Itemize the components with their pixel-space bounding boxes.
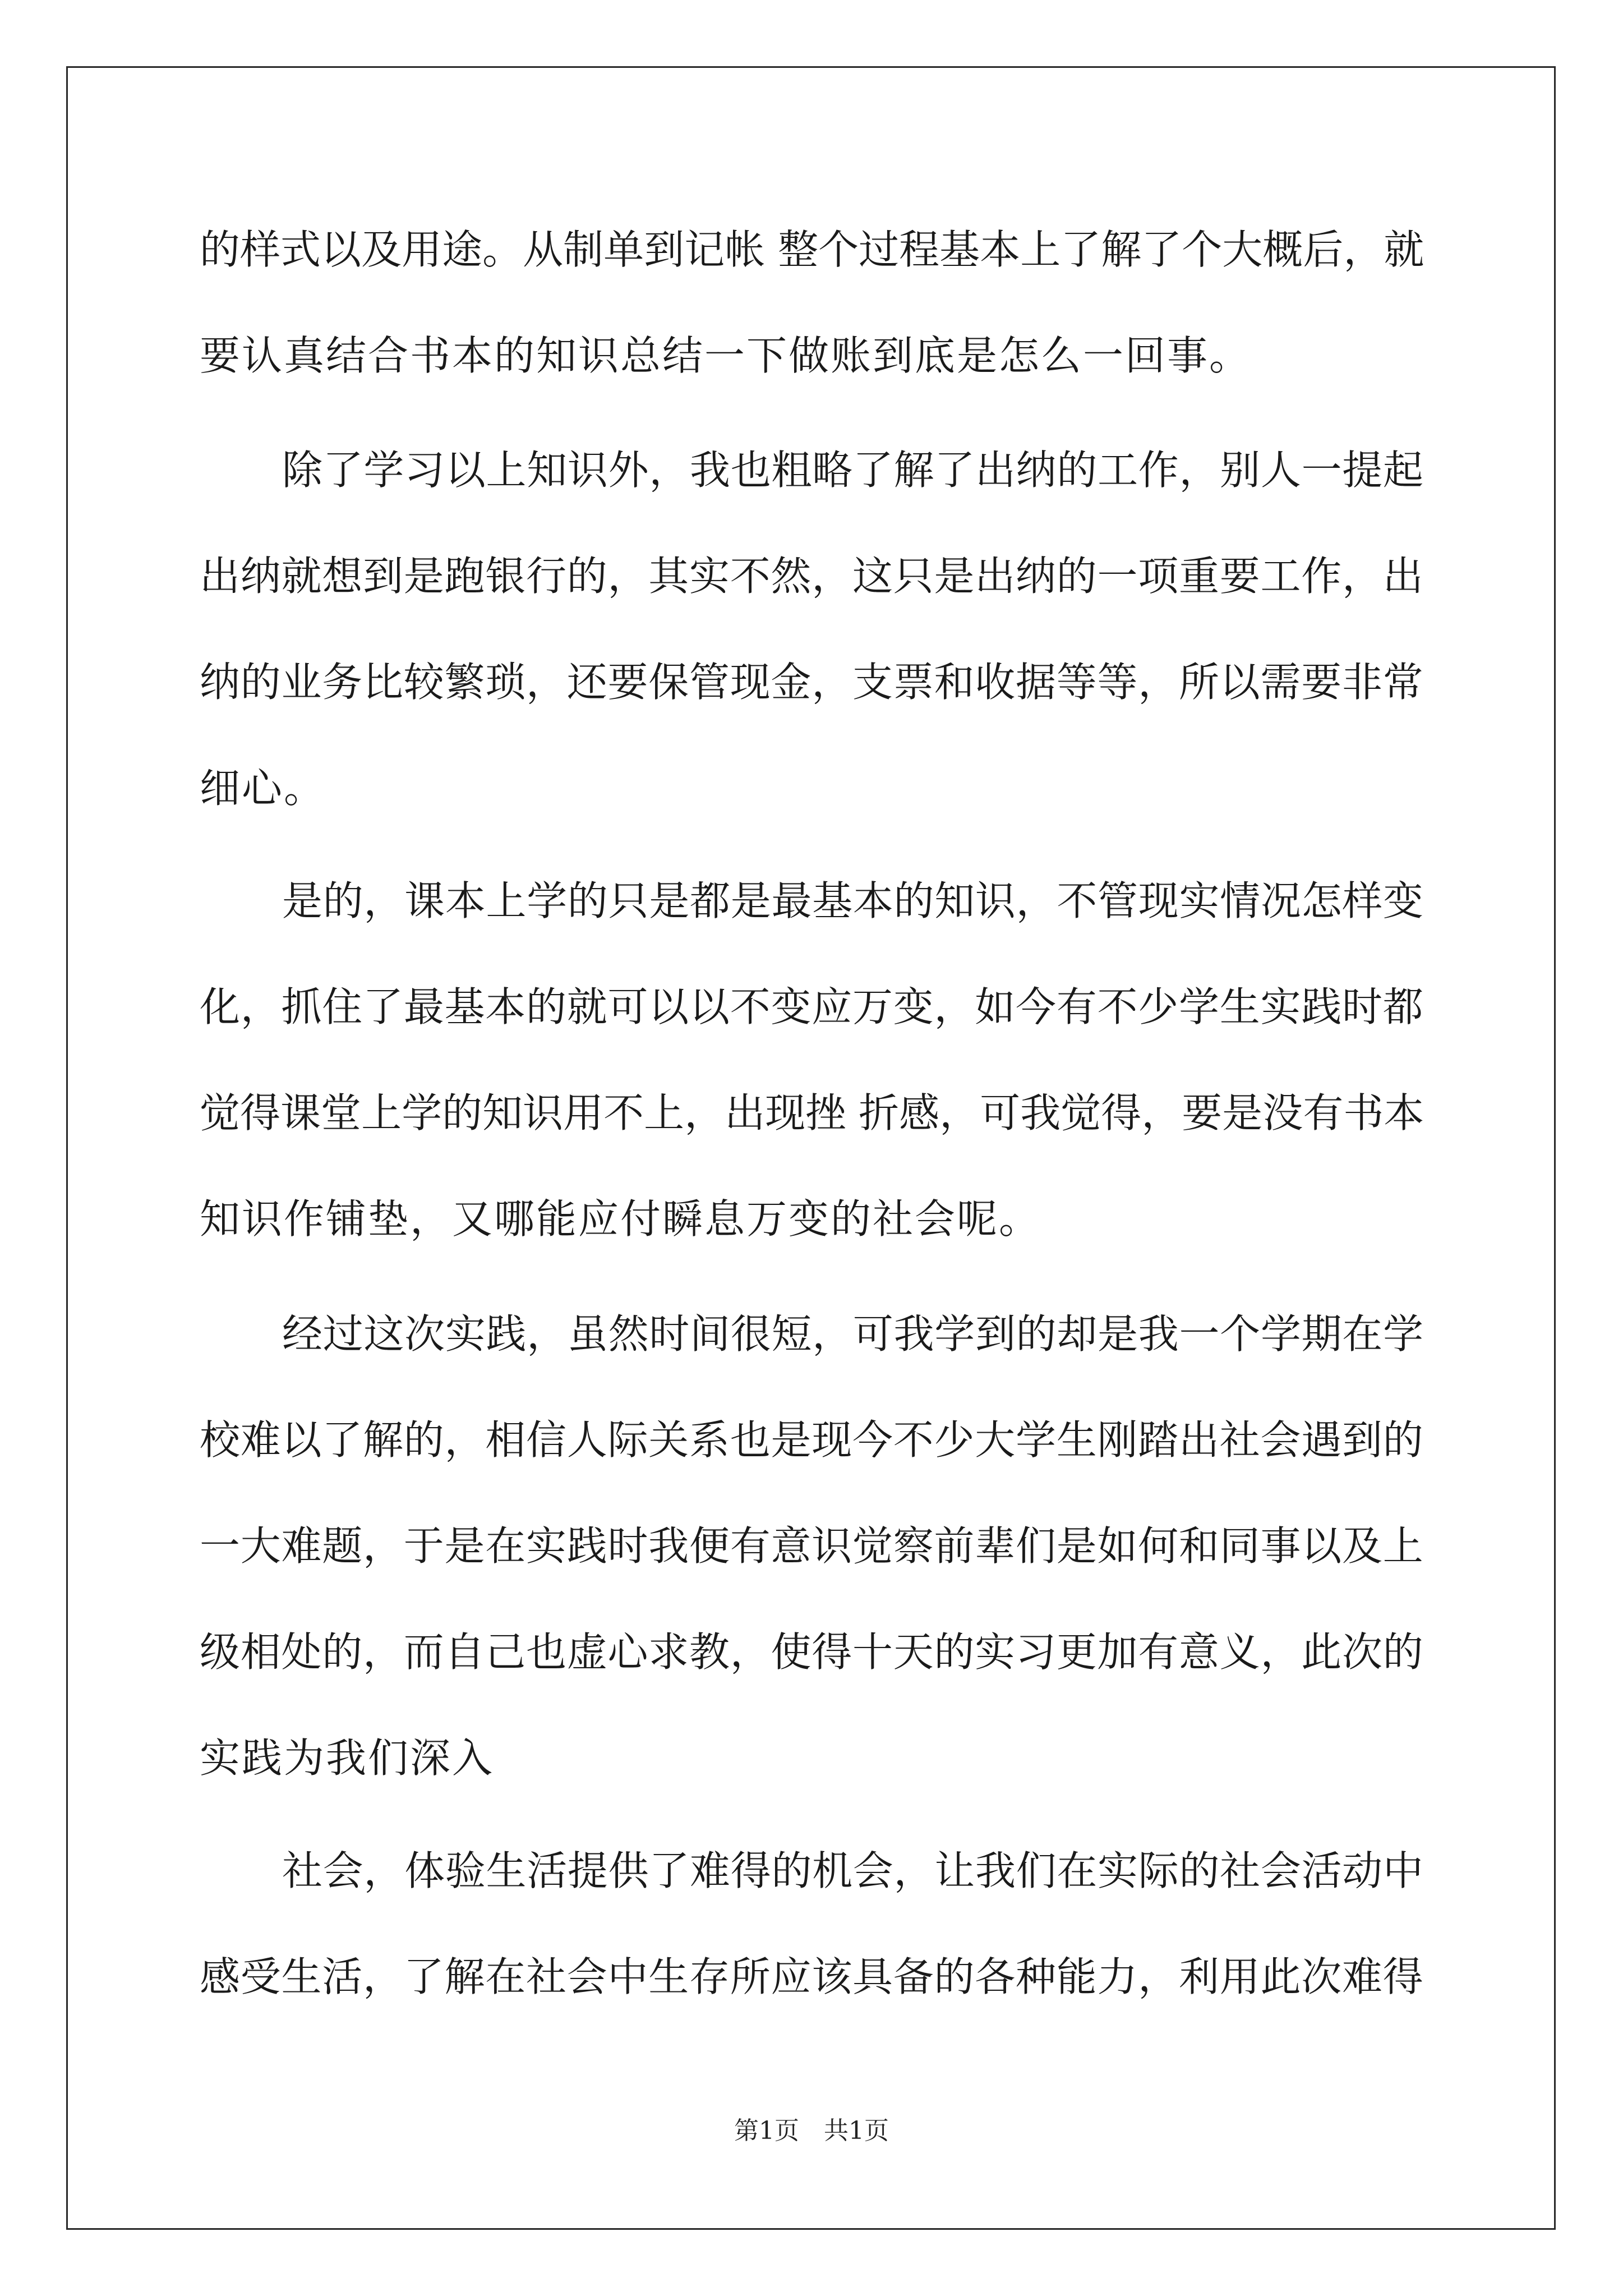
text-line: 细心。 xyxy=(200,765,326,812)
paragraph-first-line: 经 过 这 次 实 践 ， 虽 然 时 间 很 短 ， 可 我 学 到 的 却 是 我 一 个 学 期 在 学 xyxy=(282,1310,1423,1358)
text-line: 化 ， 抓 住 了 最 基 本 的 就 可 以 以 不 变 应 万 变 ， 如 今 有 不 少 学 生 实 践 时 都 xyxy=(200,983,1423,1030)
page-footer: 第1页 共1页 xyxy=(734,2116,889,2145)
text-line: 知识作铺垫，又哪能应付瞬息万变的社会呢。 xyxy=(200,1195,1041,1243)
paragraph-first-line: 是 的 ， 课 本 上 学 的 只 是 都 是 最 基 本 的 知 识 ， 不 管 现 实 情 况 怎 样 变 xyxy=(282,877,1423,924)
text-line: 要认真结合书本的知识总结一下做账到底是怎么一回事。 xyxy=(200,332,1252,379)
paragraph-first-line: 社 会 ， 体 验 生 活 提 供 了 难 得 的 机 会 ， 让 我 们 在 实 际 的 社 会 活 动 中 xyxy=(282,1847,1423,1894)
text-line: 级 相 处 的 ， 而 自 己 也 虚 心 求 教 ， 使 得 十 天 的 实 习 更 加 有 意 义 ， 此 次 的 xyxy=(200,1628,1423,1676)
text-line: 一 大 难 题 ， 于 是 在 实 践 时 我 便 有 意 识 觉 察 前 辈 们 是 如 何 和 同 事 以 及 上 xyxy=(200,1522,1423,1570)
text-line: 校 难 以 了 解 的 ， 相 信 人 际 关 系 也 是 现 今 不 少 大 学 生 刚 踏 出 社 会 遇 到 的 xyxy=(200,1416,1423,1464)
text-line: 出 纳 就 想 到 是 跑 银 行 的 ， 其 实 不 然 ， 这 只 是 出 纳 的 一 项 重 要 工 作 ， 出 xyxy=(200,553,1423,600)
text-line: 的 样 式 以 及 用 途 。 从 制 单 到 记 帐 整 个 过 程 基 本 上 了 解 了 个 大 概 后 ， 就 xyxy=(200,226,1424,273)
paragraph-first-line: 除 了 学 习 以 上 知 识 外 ， 我 也 粗 略 了 解 了 出 纳 的 工 作 ， 别 人 一 提 起 xyxy=(282,447,1423,494)
text-line: 感 受 生 活 ， 了 解 在 社 会 中 生 存 所 应 该 具 备 的 各 种 能 力 ， 利 用 此 次 难 得 xyxy=(200,1953,1423,2000)
text-line: 实践为我们深入 xyxy=(200,1734,495,1782)
page-border xyxy=(66,66,1556,2230)
text-line: 觉 得 课 堂 上 学 的 知 识 用 不 上 ， 出 现 挫 折 感 ， 可 我 觉 得 ， 要 是 没 有 书 本 xyxy=(200,1089,1424,1137)
text-line: 纳 的 业 务 比 较 繁 琐 ， 还 要 保 管 现 金 ， 支 票 和 收 据 等 等 ， 所 以 需 要 非 常 xyxy=(200,659,1423,706)
